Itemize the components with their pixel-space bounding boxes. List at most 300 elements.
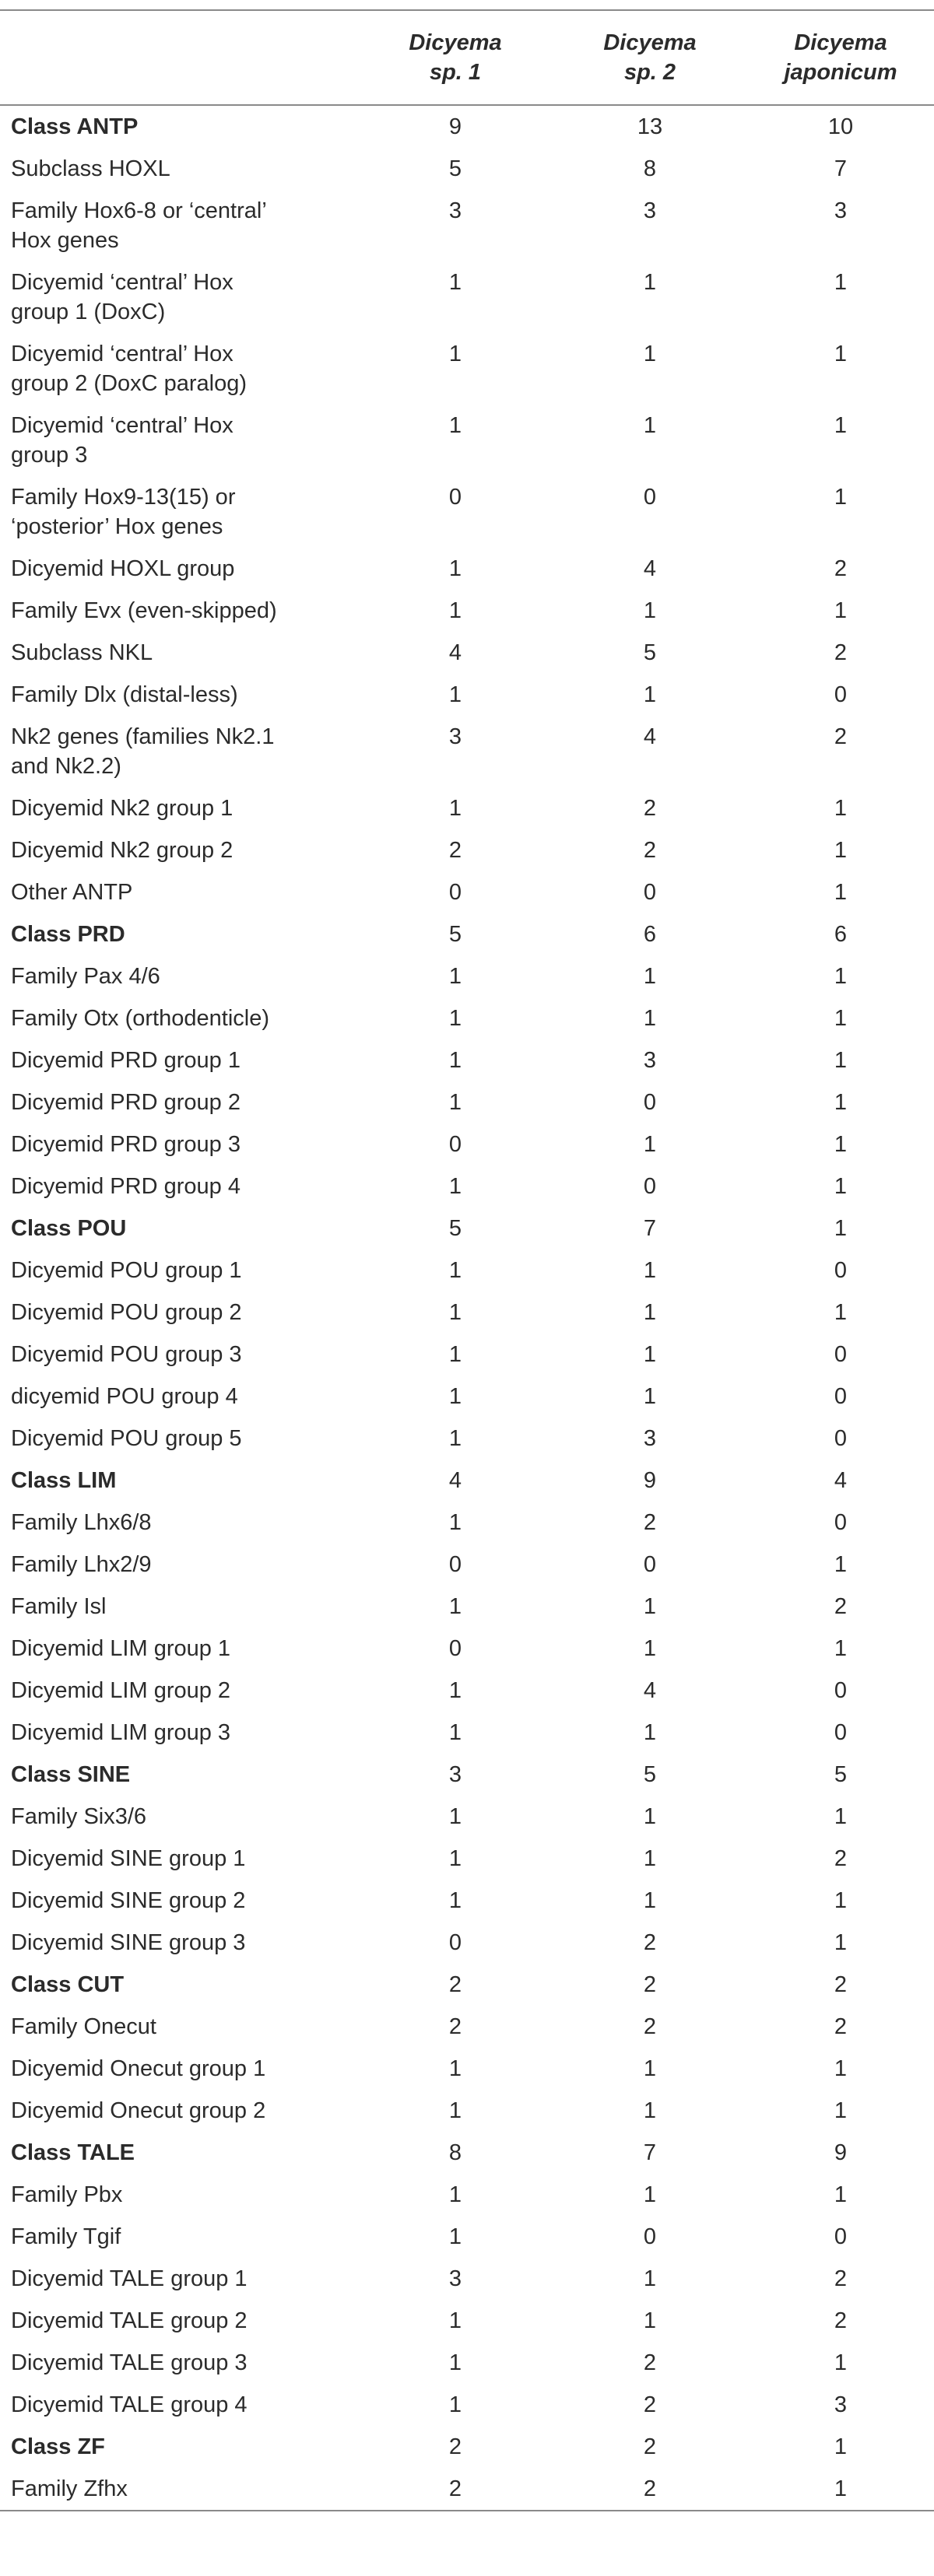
row-label-line: Family Pax 4/6 bbox=[11, 964, 160, 989]
row-label-line: Dicyemid POU group 3 bbox=[11, 1342, 242, 1367]
row-label bbox=[0, 1376, 358, 1418]
row-label-line: Dicyemid Nk2 group 1 bbox=[11, 796, 234, 821]
row-label-line: Family Zfhx bbox=[11, 2476, 128, 2501]
count-dicyema-sp2: 13 bbox=[637, 114, 663, 139]
table-row bbox=[0, 787, 934, 829]
count-dicyema-sp2: 3 bbox=[643, 198, 657, 223]
count-dicyema-japonicum: 9 bbox=[834, 2140, 848, 2165]
row-label bbox=[0, 829, 358, 871]
row-label-line: Subclass NKL bbox=[11, 640, 153, 665]
count-dicyema-sp1: 0 bbox=[448, 1636, 462, 1661]
count-dicyema-japonicum: 1 bbox=[834, 1804, 848, 1829]
row-label-line: Class PRD bbox=[11, 922, 125, 947]
class-row bbox=[0, 1754, 934, 1796]
table-row bbox=[0, 1670, 934, 1712]
count-dicyema-sp2: 0 bbox=[643, 2224, 657, 2249]
count-dicyema-japonicum: 1 bbox=[834, 1132, 848, 1157]
header-line: Dicyema bbox=[603, 30, 697, 55]
row-label-line: Dicyemid Onecut group 1 bbox=[11, 2056, 266, 2081]
count-dicyema-japonicum: 2 bbox=[834, 724, 848, 749]
row-label bbox=[0, 1544, 358, 1586]
class-row bbox=[0, 913, 934, 955]
table-row bbox=[0, 2090, 934, 2132]
row-label-line: Dicyemid POU group 1 bbox=[11, 1258, 242, 1283]
count-dicyema-sp1: 2 bbox=[448, 838, 462, 863]
row-label-line: dicyemid POU group 4 bbox=[11, 1384, 238, 1409]
count-dicyema-sp2: 0 bbox=[643, 1552, 657, 1577]
row-label-line: ‘posterior’ Hox genes bbox=[11, 514, 223, 539]
count-dicyema-japonicum: 0 bbox=[834, 1342, 848, 1367]
row-label-line: Other ANTP bbox=[11, 880, 133, 905]
count-dicyema-sp1: 2 bbox=[448, 2434, 462, 2459]
count-dicyema-japonicum: 0 bbox=[834, 1384, 848, 1409]
header-line: sp. 1 bbox=[429, 60, 482, 85]
row-label-line: Dicyemid ‘central’ Hox bbox=[11, 413, 234, 438]
count-dicyema-sp1: 1 bbox=[448, 1174, 462, 1199]
row-label-line: Dicyemid ‘central’ Hox bbox=[11, 342, 234, 366]
row-label bbox=[0, 1081, 358, 1123]
count-dicyema-sp2: 8 bbox=[643, 156, 657, 181]
count-dicyema-sp1: 1 bbox=[448, 1258, 462, 1283]
count-dicyema-sp2: 1 bbox=[643, 413, 657, 438]
table-row bbox=[0, 1838, 934, 1880]
row-label bbox=[0, 716, 358, 787]
gene-count-body bbox=[0, 106, 934, 2510]
count-dicyema-sp1: 9 bbox=[448, 114, 462, 139]
count-dicyema-japonicum: 1 bbox=[834, 796, 848, 821]
row-label-line: Family Onecut bbox=[11, 2014, 156, 2039]
row-label bbox=[0, 1123, 358, 1165]
row-label bbox=[0, 1880, 358, 1922]
count-dicyema-japonicum: 1 bbox=[834, 1930, 848, 1955]
count-dicyema-sp1: 1 bbox=[448, 270, 462, 295]
count-dicyema-sp2: 7 bbox=[643, 2140, 657, 2165]
table-row bbox=[0, 2342, 934, 2384]
row-label-line: Dicyemid POU group 5 bbox=[11, 1426, 242, 1451]
count-dicyema-sp1: 5 bbox=[448, 922, 462, 947]
count-dicyema-japonicum: 2 bbox=[834, 1972, 848, 1997]
row-label bbox=[0, 913, 358, 955]
count-dicyema-japonicum: 1 bbox=[834, 1090, 848, 1115]
table-row bbox=[0, 674, 934, 716]
count-dicyema-sp1: 1 bbox=[448, 1846, 462, 1871]
count-dicyema-sp2: 1 bbox=[643, 598, 657, 623]
row-label bbox=[0, 2048, 358, 2090]
table-row bbox=[0, 1165, 934, 1207]
count-dicyema-sp1: 5 bbox=[448, 1216, 462, 1241]
row-label-line: and Nk2.2) bbox=[11, 754, 121, 779]
row-label bbox=[0, 2426, 358, 2468]
count-dicyema-japonicum: 2 bbox=[834, 1846, 848, 1871]
table-row bbox=[0, 632, 934, 674]
count-dicyema-japonicum: 1 bbox=[834, 598, 848, 623]
header-blank bbox=[0, 11, 358, 104]
count-dicyema-sp1: 1 bbox=[448, 342, 462, 366]
count-dicyema-japonicum: 1 bbox=[834, 270, 848, 295]
homeobox-gene-table bbox=[0, 9, 934, 2511]
row-label bbox=[0, 2006, 358, 2048]
row-label bbox=[0, 674, 358, 716]
count-dicyema-sp1: 1 bbox=[448, 2224, 462, 2249]
table-row bbox=[0, 1376, 934, 1418]
count-dicyema-sp1: 2 bbox=[448, 2014, 462, 2039]
count-dicyema-sp1: 1 bbox=[448, 1006, 462, 1031]
count-dicyema-japonicum: 3 bbox=[834, 198, 848, 223]
row-label bbox=[0, 1796, 358, 1838]
table-row bbox=[0, 871, 934, 913]
count-dicyema-sp1: 0 bbox=[448, 1132, 462, 1157]
count-dicyema-japonicum: 1 bbox=[834, 880, 848, 905]
row-label-line: Class LIM bbox=[11, 1468, 117, 1493]
header-dicyema-japonicum bbox=[747, 11, 934, 104]
row-label bbox=[0, 590, 358, 632]
table-row bbox=[0, 997, 934, 1039]
count-dicyema-sp2: 1 bbox=[643, 1132, 657, 1157]
count-dicyema-japonicum: 5 bbox=[834, 1762, 848, 1787]
class-row bbox=[0, 1964, 934, 2006]
count-dicyema-sp1: 1 bbox=[448, 413, 462, 438]
count-dicyema-sp2: 0 bbox=[643, 1090, 657, 1115]
count-dicyema-sp1: 3 bbox=[448, 1762, 462, 1787]
table-row bbox=[0, 261, 934, 333]
row-label-line: Dicyemid POU group 2 bbox=[11, 1300, 242, 1325]
count-dicyema-sp1: 0 bbox=[448, 1930, 462, 1955]
count-dicyema-sp1: 1 bbox=[448, 556, 462, 581]
count-dicyema-sp2: 0 bbox=[643, 485, 657, 510]
class-row bbox=[0, 1207, 934, 1249]
table-row bbox=[0, 548, 934, 590]
table-row bbox=[0, 405, 934, 476]
header-row bbox=[0, 11, 934, 104]
row-label-line: Family Evx (even-skipped) bbox=[11, 598, 277, 623]
table-row bbox=[0, 716, 934, 787]
count-dicyema-sp2: 0 bbox=[643, 880, 657, 905]
count-dicyema-sp1: 4 bbox=[448, 1468, 462, 1493]
table-row bbox=[0, 2048, 934, 2090]
count-dicyema-sp2: 4 bbox=[643, 556, 657, 581]
table-row bbox=[0, 1081, 934, 1123]
row-label bbox=[0, 1586, 358, 1628]
count-dicyema-japonicum: 1 bbox=[834, 838, 848, 863]
count-dicyema-sp1: 1 bbox=[448, 1426, 462, 1451]
count-dicyema-sp1: 0 bbox=[448, 1552, 462, 1577]
count-dicyema-sp1: 1 bbox=[448, 964, 462, 989]
table-row bbox=[0, 148, 934, 190]
count-dicyema-japonicum: 1 bbox=[834, 1174, 848, 1199]
table-row bbox=[0, 2006, 934, 2048]
row-label-line: Dicyemid TALE group 1 bbox=[11, 2266, 248, 2291]
row-label-line: Dicyemid LIM group 3 bbox=[11, 1720, 231, 1745]
count-dicyema-japonicum: 1 bbox=[834, 2434, 848, 2459]
row-label-line: Dicyemid PRD group 3 bbox=[11, 1132, 241, 1157]
count-dicyema-sp1: 1 bbox=[448, 2182, 462, 2207]
count-dicyema-sp2: 1 bbox=[643, 1636, 657, 1661]
row-label bbox=[0, 1838, 358, 1880]
table-row bbox=[0, 2384, 934, 2426]
row-label-line: Family Lhx6/8 bbox=[11, 1510, 152, 1535]
table-row bbox=[0, 333, 934, 405]
table-row bbox=[0, 190, 934, 261]
count-dicyema-sp1: 3 bbox=[448, 2266, 462, 2291]
count-dicyema-sp2: 3 bbox=[643, 1048, 657, 1073]
row-label bbox=[0, 2216, 358, 2258]
row-label-line: Dicyemid Nk2 group 2 bbox=[11, 838, 234, 863]
count-dicyema-sp2: 5 bbox=[643, 1762, 657, 1787]
row-label-line: Class CUT bbox=[11, 1972, 125, 1997]
row-label-line: Class SINE bbox=[11, 1762, 131, 1787]
count-dicyema-sp1: 1 bbox=[448, 1594, 462, 1619]
table-row bbox=[0, 2216, 934, 2258]
count-dicyema-japonicum: 1 bbox=[834, 1300, 848, 1325]
row-label-line: Hox genes bbox=[11, 228, 119, 253]
row-label-line: Dicyemid PRD group 4 bbox=[11, 1174, 241, 1199]
count-dicyema-japonicum: 0 bbox=[834, 1258, 848, 1283]
count-dicyema-japonicum: 1 bbox=[834, 413, 848, 438]
count-dicyema-japonicum: 0 bbox=[834, 1510, 848, 1535]
count-dicyema-japonicum: 1 bbox=[834, 485, 848, 510]
count-dicyema-sp2: 1 bbox=[643, 2098, 657, 2123]
count-dicyema-sp2: 2 bbox=[643, 1510, 657, 1535]
row-label bbox=[0, 2258, 358, 2300]
count-dicyema-sp1: 1 bbox=[448, 2350, 462, 2375]
count-dicyema-sp2: 3 bbox=[643, 1426, 657, 1451]
count-dicyema-sp1: 1 bbox=[448, 1888, 462, 1913]
row-label bbox=[0, 1207, 358, 1249]
row-label bbox=[0, 787, 358, 829]
count-dicyema-sp1: 1 bbox=[448, 2392, 462, 2417]
count-dicyema-sp2: 2 bbox=[643, 2350, 657, 2375]
count-dicyema-sp2: 5 bbox=[643, 640, 657, 665]
table-row bbox=[0, 1712, 934, 1754]
count-dicyema-sp1: 1 bbox=[448, 1090, 462, 1115]
row-label bbox=[0, 2300, 358, 2342]
row-label-line: group 2 (DoxC paralog) bbox=[11, 371, 248, 396]
count-dicyema-japonicum: 6 bbox=[834, 922, 848, 947]
row-label bbox=[0, 1754, 358, 1796]
row-label-line: group 3 bbox=[11, 443, 88, 468]
count-dicyema-japonicum: 2 bbox=[834, 556, 848, 581]
table-row bbox=[0, 2174, 934, 2216]
count-dicyema-sp1: 1 bbox=[448, 1720, 462, 1745]
row-label bbox=[0, 405, 358, 476]
count-dicyema-japonicum: 1 bbox=[834, 2098, 848, 2123]
row-label bbox=[0, 148, 358, 190]
count-dicyema-sp2: 1 bbox=[643, 2266, 657, 2291]
table-row bbox=[0, 1880, 934, 1922]
count-dicyema-sp2: 1 bbox=[643, 964, 657, 989]
row-label-line: Dicyemid LIM group 2 bbox=[11, 1678, 231, 1703]
row-label-line: Family Six3/6 bbox=[11, 1804, 147, 1829]
count-dicyema-sp2: 4 bbox=[643, 1678, 657, 1703]
table-bottom-rule bbox=[0, 2510, 934, 2511]
count-dicyema-sp2: 2 bbox=[643, 1930, 657, 1955]
count-dicyema-sp2: 1 bbox=[643, 1846, 657, 1871]
count-dicyema-japonicum: 3 bbox=[834, 2392, 848, 2417]
count-dicyema-japonicum: 2 bbox=[834, 2014, 848, 2039]
row-label bbox=[0, 476, 358, 548]
count-dicyema-sp2: 1 bbox=[643, 1594, 657, 1619]
count-dicyema-sp2: 2 bbox=[643, 838, 657, 863]
row-label bbox=[0, 2384, 358, 2426]
count-dicyema-sp2: 4 bbox=[643, 724, 657, 749]
table-row bbox=[0, 1123, 934, 1165]
count-dicyema-japonicum: 10 bbox=[827, 114, 854, 139]
table-row bbox=[0, 1039, 934, 1081]
row-label bbox=[0, 997, 358, 1039]
count-dicyema-sp2: 6 bbox=[643, 922, 657, 947]
row-label bbox=[0, 1418, 358, 1460]
row-label-line: Family Dlx (distal-less) bbox=[11, 682, 238, 707]
count-dicyema-japonicum: 2 bbox=[834, 1594, 848, 1619]
count-dicyema-sp2: 2 bbox=[643, 796, 657, 821]
count-dicyema-japonicum: 1 bbox=[834, 1048, 848, 1073]
table-row bbox=[0, 1628, 934, 1670]
table-row bbox=[0, 1334, 934, 1376]
class-row bbox=[0, 1460, 934, 1502]
row-label-line: Dicyemid HOXL group bbox=[11, 556, 235, 581]
count-dicyema-sp2: 2 bbox=[643, 2392, 657, 2417]
count-dicyema-japonicum: 0 bbox=[834, 2224, 848, 2249]
count-dicyema-sp1: 1 bbox=[448, 1048, 462, 1073]
row-label-line: Family Tgif bbox=[11, 2224, 121, 2249]
count-dicyema-sp1: 0 bbox=[448, 485, 462, 510]
class-row bbox=[0, 2426, 934, 2468]
row-label-line: Family Hox6-8 or ‘central’ bbox=[11, 198, 267, 223]
count-dicyema-japonicum: 1 bbox=[834, 1636, 848, 1661]
count-dicyema-sp2: 2 bbox=[643, 1972, 657, 1997]
row-label-line: Family Pbx bbox=[11, 2182, 123, 2207]
count-dicyema-sp1: 5 bbox=[448, 156, 462, 181]
row-label bbox=[0, 1712, 358, 1754]
count-dicyema-sp2: 1 bbox=[643, 2308, 657, 2333]
row-label-line: Dicyemid ‘central’ Hox bbox=[11, 270, 234, 295]
table-row bbox=[0, 1249, 934, 1292]
count-dicyema-japonicum: 0 bbox=[834, 682, 848, 707]
count-dicyema-sp2: 1 bbox=[643, 342, 657, 366]
row-label bbox=[0, 632, 358, 674]
count-dicyema-sp2: 2 bbox=[643, 2476, 657, 2501]
count-dicyema-sp2: 1 bbox=[643, 2056, 657, 2081]
header-line: Dicyema bbox=[794, 30, 887, 55]
row-label-line: Class ANTP bbox=[11, 114, 139, 139]
count-dicyema-japonicum: 1 bbox=[834, 1216, 848, 1241]
count-dicyema-sp1: 1 bbox=[448, 1384, 462, 1409]
row-label bbox=[0, 1628, 358, 1670]
table-row bbox=[0, 1292, 934, 1334]
count-dicyema-sp1: 0 bbox=[448, 880, 462, 905]
table-row bbox=[0, 1796, 934, 1838]
count-dicyema-japonicum: 7 bbox=[834, 156, 848, 181]
row-label bbox=[0, 1502, 358, 1544]
table-row bbox=[0, 1922, 934, 1964]
count-dicyema-japonicum: 1 bbox=[834, 1552, 848, 1577]
table-row bbox=[0, 2258, 934, 2300]
row-label bbox=[0, 871, 358, 913]
row-label bbox=[0, 1670, 358, 1712]
row-label-line: Nk2 genes (families Nk2.1 bbox=[11, 724, 275, 749]
count-dicyema-sp1: 1 bbox=[448, 2308, 462, 2333]
table-row bbox=[0, 1544, 934, 1586]
count-dicyema-japonicum: 1 bbox=[834, 2350, 848, 2375]
table-row bbox=[0, 1502, 934, 1544]
row-label bbox=[0, 2174, 358, 2216]
header-dicyema-sp2 bbox=[553, 11, 747, 104]
row-label bbox=[0, 1964, 358, 2006]
count-dicyema-sp1: 3 bbox=[448, 724, 462, 749]
count-dicyema-japonicum: 2 bbox=[834, 2266, 848, 2291]
count-dicyema-sp2: 2 bbox=[643, 2434, 657, 2459]
header-line: japonicum bbox=[784, 60, 897, 85]
count-dicyema-sp1: 1 bbox=[448, 796, 462, 821]
row-label-line: Family Hox9-13(15) or bbox=[11, 485, 236, 510]
table-row bbox=[0, 829, 934, 871]
count-dicyema-sp1: 2 bbox=[448, 2476, 462, 2501]
row-label bbox=[0, 548, 358, 590]
count-dicyema-japonicum: 2 bbox=[834, 640, 848, 665]
row-label-line: Dicyemid SINE group 2 bbox=[11, 1888, 246, 1913]
table-row bbox=[0, 2468, 934, 2510]
row-label-line: Dicyemid SINE group 3 bbox=[11, 1930, 246, 1955]
row-label bbox=[0, 190, 358, 261]
row-label bbox=[0, 1292, 358, 1334]
row-label-line: Dicyemid TALE group 4 bbox=[11, 2392, 248, 2417]
row-label-line: Class ZF bbox=[11, 2434, 105, 2459]
count-dicyema-japonicum: 1 bbox=[834, 1888, 848, 1913]
count-dicyema-sp2: 7 bbox=[643, 1216, 657, 1241]
row-label bbox=[0, 2132, 358, 2174]
row-label bbox=[0, 2468, 358, 2510]
row-label bbox=[0, 261, 358, 333]
count-dicyema-japonicum: 1 bbox=[834, 342, 848, 366]
count-dicyema-sp1: 4 bbox=[448, 640, 462, 665]
count-dicyema-japonicum: 1 bbox=[834, 2476, 848, 2501]
count-dicyema-sp2: 1 bbox=[643, 270, 657, 295]
count-dicyema-sp2: 1 bbox=[643, 1384, 657, 1409]
row-label-line: Class TALE bbox=[11, 2140, 135, 2165]
row-label bbox=[0, 333, 358, 405]
row-label-line: Dicyemid LIM group 1 bbox=[11, 1636, 231, 1661]
count-dicyema-japonicum: 1 bbox=[834, 2182, 848, 2207]
row-label bbox=[0, 1039, 358, 1081]
count-dicyema-sp2: 9 bbox=[643, 1468, 657, 1493]
row-label bbox=[0, 1460, 358, 1502]
count-dicyema-japonicum: 0 bbox=[834, 1720, 848, 1745]
row-label-line: Dicyemid TALE group 2 bbox=[11, 2308, 248, 2333]
count-dicyema-sp2: 1 bbox=[643, 1720, 657, 1745]
count-dicyema-sp1: 3 bbox=[448, 198, 462, 223]
row-label bbox=[0, 1334, 358, 1376]
count-dicyema-sp1: 1 bbox=[448, 2056, 462, 2081]
row-label-line: Family Lhx2/9 bbox=[11, 1552, 152, 1577]
row-label-line: Class POU bbox=[11, 1216, 127, 1241]
header-line: sp. 2 bbox=[623, 60, 676, 85]
count-dicyema-sp1: 1 bbox=[448, 598, 462, 623]
row-label-line: Dicyemid PRD group 2 bbox=[11, 1090, 241, 1115]
count-dicyema-sp1: 2 bbox=[448, 1972, 462, 1997]
gene-count-table bbox=[0, 11, 934, 104]
count-dicyema-japonicum: 1 bbox=[834, 1006, 848, 1031]
header-dicyema-sp1 bbox=[358, 11, 553, 104]
row-label-line: Family Otx (orthodenticle) bbox=[11, 1006, 269, 1031]
count-dicyema-sp2: 1 bbox=[643, 2182, 657, 2207]
count-dicyema-sp1: 1 bbox=[448, 1804, 462, 1829]
count-dicyema-sp2: 1 bbox=[643, 1888, 657, 1913]
count-dicyema-sp1: 1 bbox=[448, 1342, 462, 1367]
row-label-line: Subclass HOXL bbox=[11, 156, 170, 181]
row-label-line: group 1 (DoxC) bbox=[11, 300, 166, 324]
count-dicyema-japonicum: 2 bbox=[834, 2308, 848, 2333]
count-dicyema-japonicum: 1 bbox=[834, 2056, 848, 2081]
